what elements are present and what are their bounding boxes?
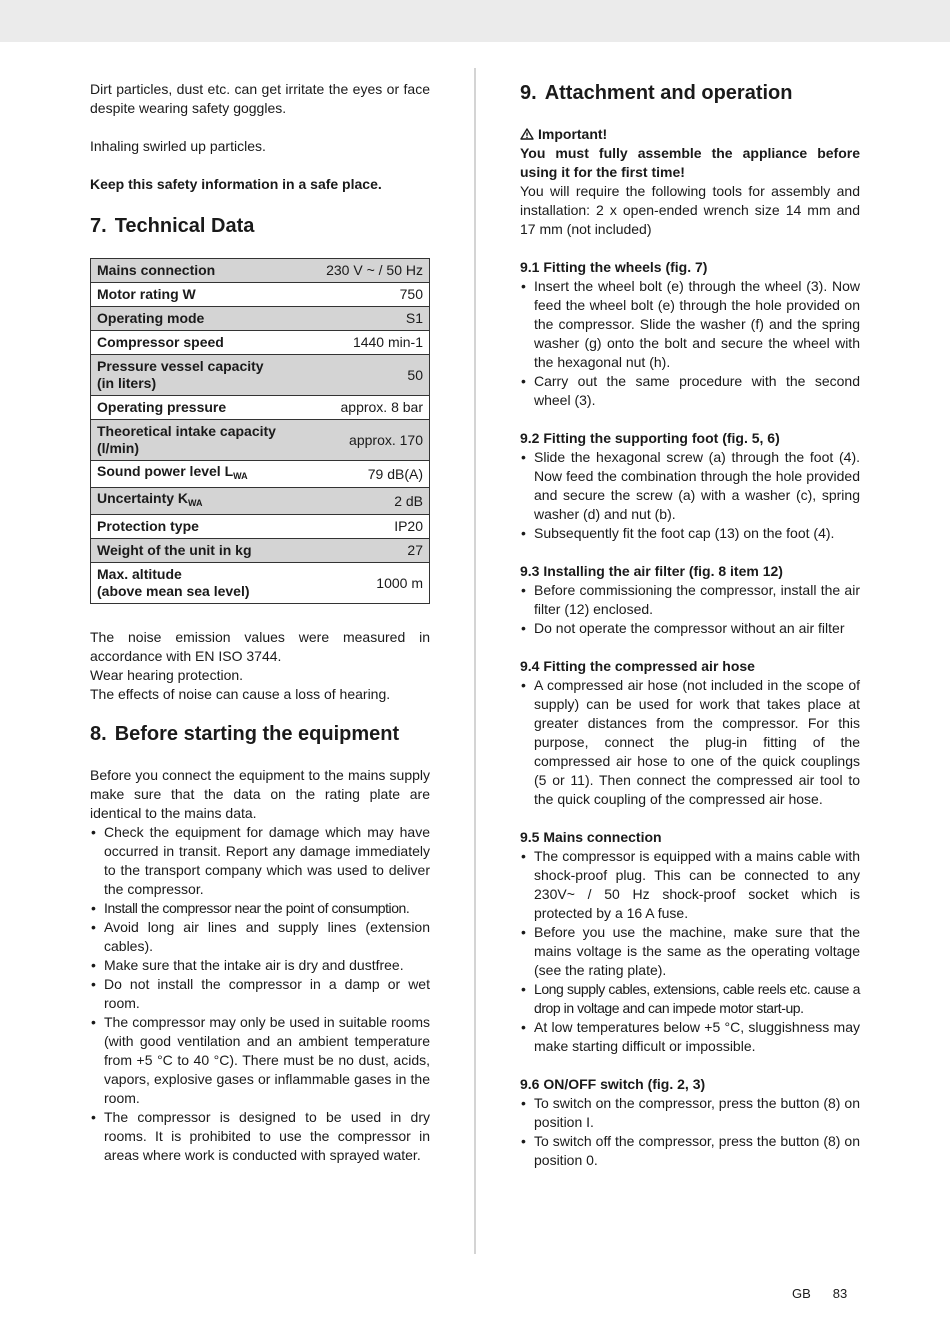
- row-label: [91, 355, 301, 396]
- tools-paragraph: You will require the following tools for assembly and installation: 2 x open-ended wrench size 14 mm and 17 mm (not included): [520, 183, 860, 237]
- list-item: • The compressor is designed to be used in dry rooms. It is prohibited to use the compressor in areas where work is conducted with sprayed water.: [90, 1108, 430, 1165]
- table-row: [91, 420, 430, 461]
- list-item: • Slide the hexagonal screw (a) through the foot (4). Now feed the combination through the hole provided and secure the screw (a) with a washer (c), spring washer (d) and nut (b).: [520, 448, 860, 524]
- table-row: [91, 488, 430, 515]
- table-row: [91, 283, 430, 307]
- subsection-heading: 9.3 Installing the air filter (fig. 8 item 12): [520, 563, 783, 579]
- page-footer: [792, 1284, 847, 1303]
- table-row: [91, 355, 430, 396]
- row-label: Operating pressure: [91, 396, 301, 420]
- row-label-line: Theoretical intake capacity: [97, 423, 276, 439]
- important-text: Important!: [538, 126, 608, 142]
- row-value: 2 dB: [301, 488, 430, 515]
- list-item: • To switch off the compressor, press the button (8) on position 0.: [520, 1132, 860, 1170]
- list-item: • Before commissioning the compressor, install the air filter (12) enclosed.: [520, 581, 860, 619]
- row-value: 230 V ~ / 50 Hz: [301, 259, 430, 283]
- row-label-line: (above mean sea level): [97, 583, 250, 599]
- row-value: 79 dB(A): [301, 461, 430, 488]
- section-7-heading: [90, 213, 430, 239]
- row-label-text: Sound power level L: [97, 463, 234, 479]
- section-title: Technical Data: [114, 215, 255, 237]
- important-label: [520, 125, 860, 144]
- warning-icon: [520, 128, 534, 140]
- technical-data-table: [90, 258, 430, 604]
- intro-paragraph: Dirt particles, dust etc. can get irritate the eyes or face despite wearing safety goggles.: [90, 81, 430, 116]
- table-row: [91, 515, 430, 539]
- subsection-heading: 9.4 Fitting the compressed air hose: [520, 658, 755, 674]
- table-row: [91, 539, 430, 563]
- subsection-heading: 9.6 ON/OFF switch (fig. 2, 3): [520, 1076, 706, 1092]
- right-column: [520, 80, 860, 1170]
- list-item: • Do not install the compressor in a damp or wet room.: [90, 975, 430, 1013]
- list-item: • Before you use the machine, make sure that the mains voltage is the same as the operating voltage (see the rating plate).: [520, 923, 860, 980]
- row-value: 27: [301, 539, 430, 563]
- subsection-list: [520, 676, 860, 809]
- row-label: [91, 563, 301, 604]
- intro-paragraph: Inhaling swirled up particles.: [90, 138, 266, 154]
- list-item: • The compressor may only be used in suitable rooms (with good ventilation and an ambient temperature from +5 °C to 40 °C). There must be no dust, acids, vapors, explosive gases or inflammable gases in the room.: [90, 1013, 430, 1108]
- list-item: • Avoid long air lines and supply lines (extension cables).: [90, 918, 430, 956]
- table-row: [91, 331, 430, 355]
- row-label: [91, 461, 301, 488]
- table-row: [91, 259, 430, 283]
- row-label-subscript: WA: [233, 471, 248, 481]
- row-value: approx. 8 bar: [301, 396, 430, 420]
- list-item: • To switch on the compressor, press the button (8) on position I.: [520, 1094, 860, 1132]
- row-label-line: (l/min): [97, 440, 139, 456]
- section-8-intro: Before you connect the equipment to the mains supply make sure that the data on the rating plate are identical to the mains data.: [90, 767, 430, 821]
- row-label-line: Pressure vessel capacity: [97, 358, 264, 374]
- list-item: • Install the compressor near the point of consumption.: [90, 899, 430, 918]
- section-8-heading: [90, 721, 430, 747]
- left-column: [90, 80, 430, 1165]
- row-label: Weight of the unit in kg: [91, 539, 301, 563]
- row-label: Compressor speed: [91, 331, 301, 355]
- subsection-list: [520, 1094, 860, 1170]
- list-item: • Make sure that the intake air is dry and dustfree.: [90, 956, 430, 975]
- noise-note: The noise emission values were measured in accordance with EN ISO 3744.: [90, 629, 430, 664]
- noise-note: Wear hearing protection.: [90, 667, 244, 683]
- section-number: 9.: [520, 82, 537, 104]
- subsection-list: [520, 581, 860, 638]
- table-row: [91, 396, 430, 420]
- row-value: 1000 m: [301, 563, 430, 604]
- list-item: • Check the equipment for damage which may have occurred in transit. Report any damage immediately to the transport company which was used to deliver the compressor.: [90, 823, 430, 899]
- subsection-list: [520, 277, 860, 410]
- list-item: • Carry out the same procedure with the second wheel (3).: [520, 372, 860, 410]
- page-number: 83: [832, 1286, 848, 1301]
- row-value: 50: [301, 355, 430, 396]
- subsection-list: [520, 448, 860, 543]
- row-value: S1: [301, 307, 430, 331]
- column-divider: [474, 68, 476, 1254]
- table-row: [91, 461, 430, 488]
- section-title: Attachment and operation: [544, 82, 793, 104]
- important-instruction: You must fully assemble the appliance before using it for the first time!: [520, 145, 860, 180]
- top-band: [0, 0, 950, 42]
- section-number: 7.: [90, 215, 107, 237]
- row-value: 750: [301, 283, 430, 307]
- row-label-line: Max. altitude: [97, 566, 182, 582]
- section-title: Before starting the equipment: [114, 723, 400, 745]
- row-label: Protection type: [91, 515, 301, 539]
- row-value: approx. 170: [301, 420, 430, 461]
- row-label: [91, 420, 301, 461]
- subsection-heading: 9.1 Fitting the wheels (fig. 7): [520, 259, 708, 275]
- list-item: • Insert the wheel bolt (e) through the wheel (3). Now feed the wheel bolt (e) through the hole provided on the compressor. Slide the washer (f) and the spring washer (g) onto the bolt and secure the wheel with the hexagonal nut (h).: [520, 277, 860, 372]
- row-label: Operating mode: [91, 307, 301, 331]
- row-label: [91, 488, 301, 515]
- subsection-heading: 9.5 Mains connection: [520, 829, 662, 845]
- list-item: • Long supply cables, extensions, cable reels etc. cause a drop in voltage and can impede motor start-up.: [520, 980, 860, 1018]
- row-value: 1440 min-1: [301, 331, 430, 355]
- list-item: • Subsequently fit the foot cap (13) on the foot (4).: [520, 524, 860, 543]
- row-label: Motor rating W: [91, 283, 301, 307]
- row-label-subscript: WA: [188, 498, 203, 508]
- row-value: IP20: [301, 515, 430, 539]
- section-8-list: [90, 823, 430, 1165]
- list-item: • Do not operate the compressor without an air filter: [520, 619, 860, 638]
- list-item: • A compressed air hose (not included in the scope of supply) can be used for work that takes place at greater distances from the compressor. For this purpose, connect the plug-in fitting of the compressed air hose to one of the quick couplings (5 or 11). Then connect the compressed air tool to the quick coupling of the compressed air hose.: [520, 676, 860, 809]
- language-code: GB: [792, 1286, 811, 1301]
- row-label-text: Uncertainty K: [97, 490, 189, 506]
- row-label-line: (in liters): [97, 375, 157, 391]
- list-item: • The compressor is equipped with a mains cable with shock-proof plug. This can be connected to any 230V~ / 50 Hz shock-proof socket which is protected by a 16 A fuse.: [520, 847, 860, 923]
- safety-note: Keep this safety information in a safe place.: [90, 176, 382, 192]
- section-9-heading: [520, 80, 860, 106]
- row-label: Mains connection: [91, 259, 301, 283]
- subsection-heading: 9.2 Fitting the supporting foot (fig. 5, 6): [520, 430, 780, 446]
- list-item: • At low temperatures below +5 °C, sluggishness may make starting difficult or impossible.: [520, 1018, 860, 1056]
- section-number: 8.: [90, 723, 107, 745]
- noise-note: The effects of noise can cause a loss of hearing.: [90, 686, 391, 702]
- table-row: [91, 563, 430, 604]
- table-row: [91, 307, 430, 331]
- subsection-list: [520, 847, 860, 1056]
